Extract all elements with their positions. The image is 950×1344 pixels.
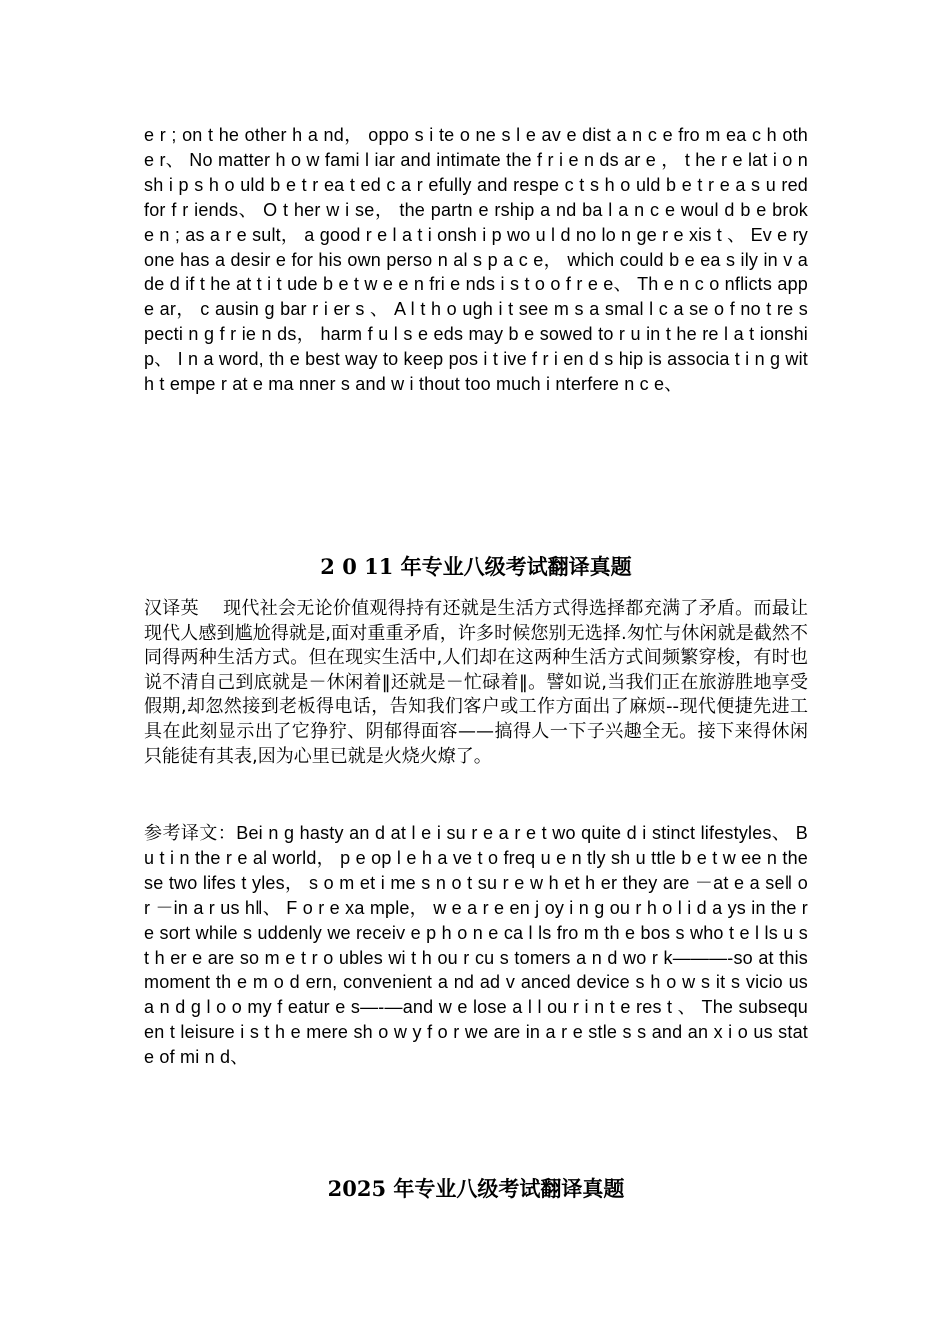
section-title-2011: 2 0 11 年专业八级考试翻译真题 bbox=[320, 554, 632, 579]
continuation-paragraph: e r ; on t he other h a nd， oppo s i te o ne s l e av e dist a n c e fro m ea c h oth e r、 No matter h o w fami l iar and intimate the f r i e n ds ar e ， t he r e lat i o n sh i p s h o uld b e t r ea t ed c a r efully and respe c t s h o uld b e t r e a s u red for f r iends、 O t her w i se， the partn e rship a nd ba l a n c e woul d b e brok e n ; as a r e sult， a good r e l a t i onsh i p wo u l d no lo n ge r e xis t 、 Ev e ryone has a desir e for his own perso n al s p a c e， which could b e ea s ily in v ade d if t he at t i t ude b e t w e e n fri e nds i s t o o f r e e、 Th e n c o nflicts app e ar， c ausin g bar r i er s 、 A l t h o ugh i t see m s a smal l c a se o f no t re s pecti n g f r ie n ds， harm f u l s e eds may b e sowed to r u in t he re l a t ionship、 I n a word, th e best way to keep pos i t ive f r i en d s hip is associa t i n g with t empe r at e ma nner s and w i thout too much i nterfere n c e、 bbox=[144, 125, 808, 395]
section-title-2025: 2025 年专业八级考试翻译真题 bbox=[327, 1176, 625, 1201]
chinese-source-text: 汉译英 现代社会无论价值观得持有还就是生活方式得选择都充满了矛盾。而最让现代人感到尴尬得就是,面对重重矛盾，许多时候您别无选择.匆忙与休闲就是截然不同得两种生活方式。但在现实生活中,人们却在这两种生活方式间频繁穿梭，有时也说不清自己到底就是－休闲着‖还就是－忙碌着‖。譬如说,当我们正在旅游胜地享受假期,却忽然接到老板得电话，告知我们客户或工作方面出了麻烦--现代便捷先进工具在此刻显示出了它狰狞、阴郁得面容——搞得人一下子兴趣全无。接下来得休闲只能徒有其表,因为心里已就是火烧火燎了。 bbox=[144, 598, 808, 767]
document-page bbox=[144, 0, 808, 1344]
reference-translation: 参考译文：Bei n g hasty an d at l e i su r e a r e t wo quite d i stinct lifestyles、 B u t i n the r e al world， p e op l e h a ve t o freq u e n tly sh u ttle b e t w ee n these two lifes t yles， s o m et i me s n o t su r e w h et h er they are －at e a se‖ o r －in a r us h‖、 F o r e xa mple， w e a r e en j oy i n g ou r h o l i d a ys in the r e sort while s uddenly we receiv e p h o n e ca l ls fro m th e bos s who t e l ls u s t h er e are so m e t r o ubles wi t h ou r cu s tomers a n d wo r k———-so at this moment th e m o d ern, convenient a nd ad v anced device s h o w s it s vicio us a n d g l o o my f eatur e s—-—and w e lose a l l ou r i n t e res t 、 The subsequen t leisure i s t h e mere sh o w y f o r we are in a r e stle s s and an x i o us state of mi n d、 bbox=[144, 823, 808, 1068]
